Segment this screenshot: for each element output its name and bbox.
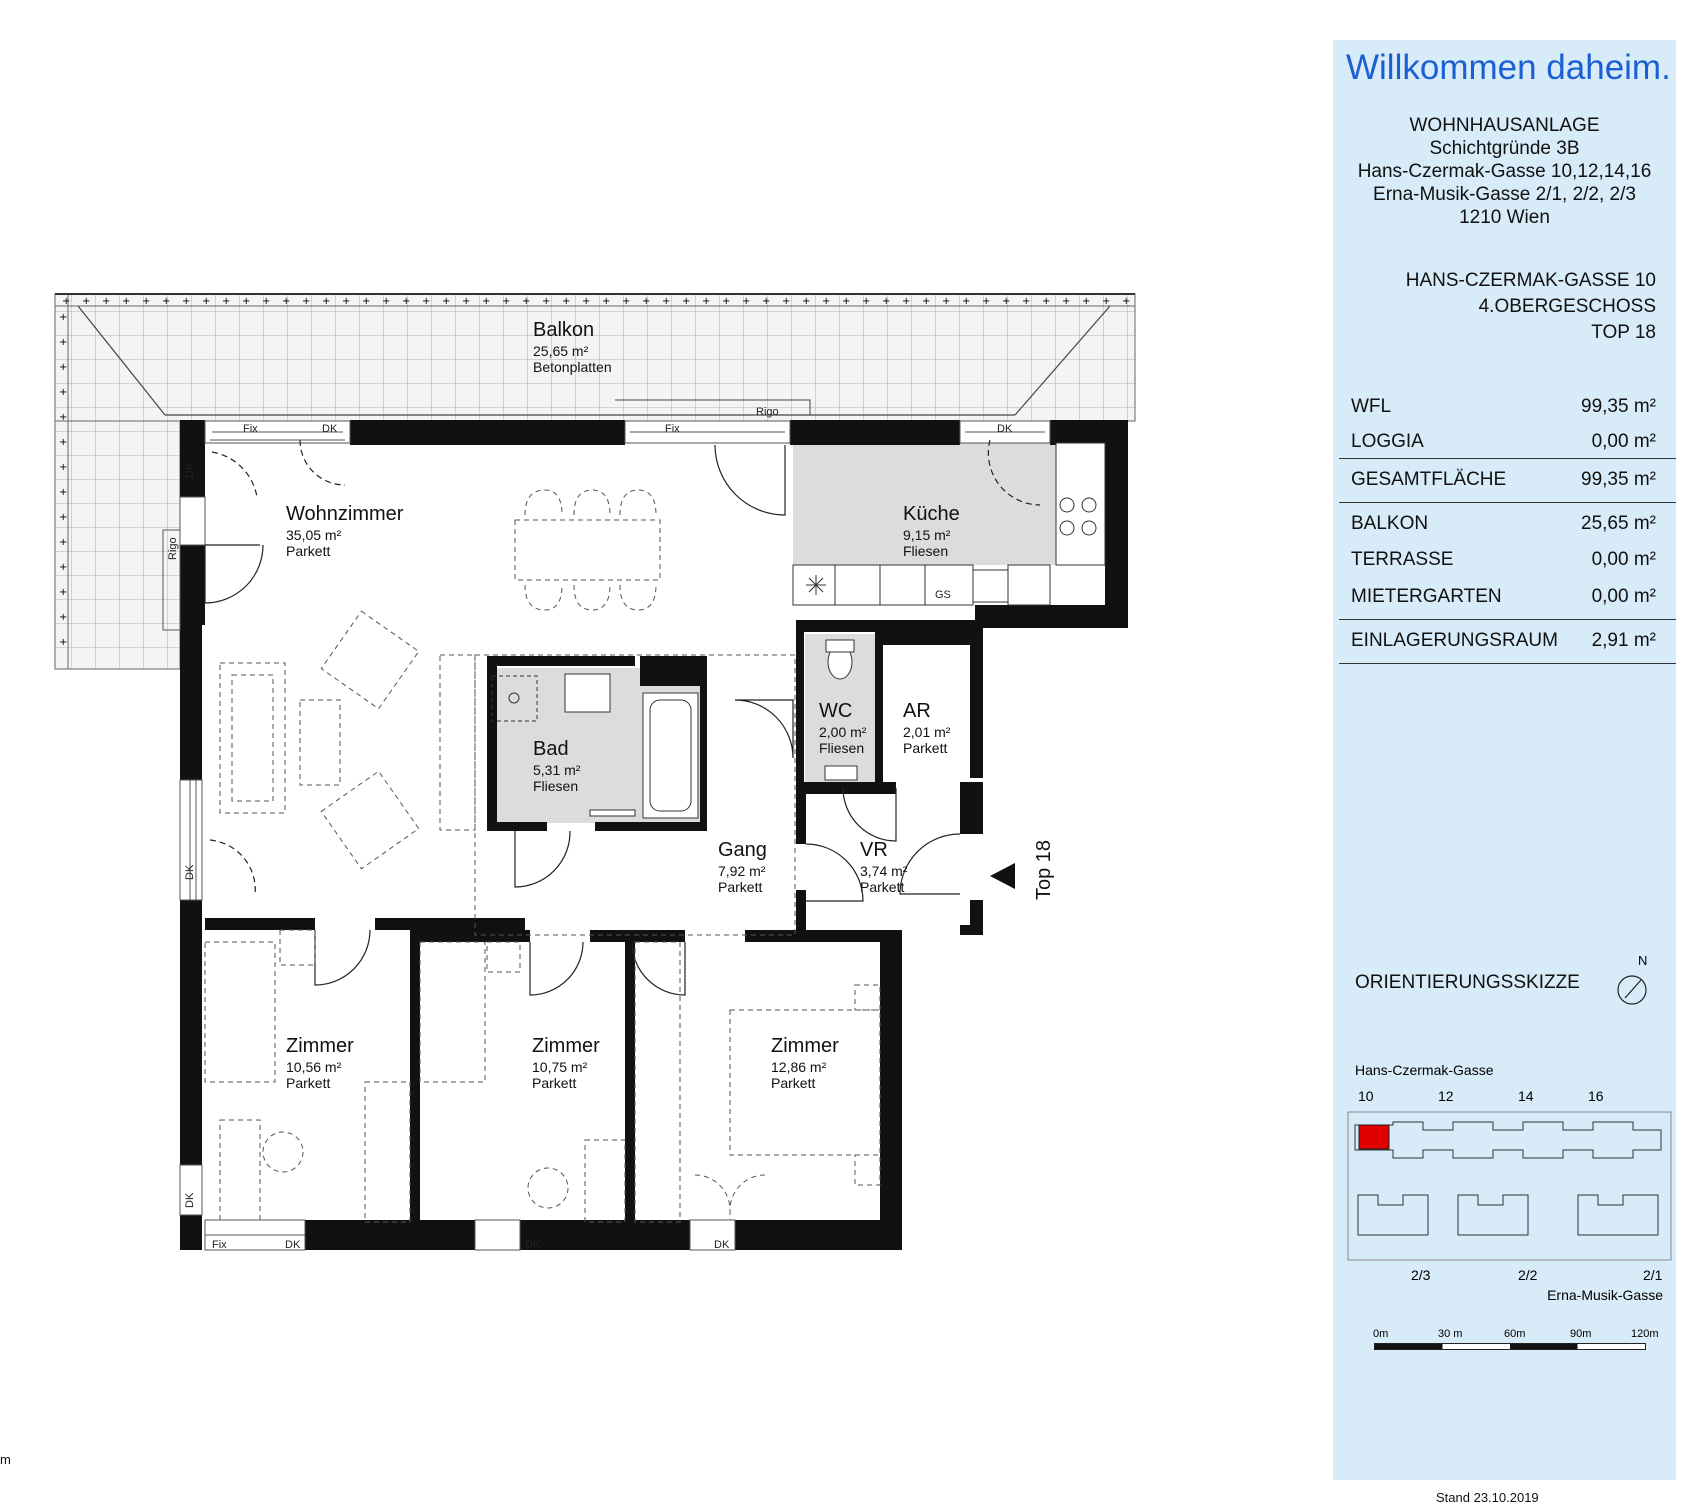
- svg-text:Wohnzimmer: Wohnzimmer: [286, 503, 404, 525]
- railing-plus: +: [1022, 296, 1031, 307]
- railing-plus: +: [942, 296, 951, 307]
- railing-plus: +: [362, 296, 371, 307]
- svg-text:DK: DK: [525, 1239, 541, 1251]
- orientation-title: ORIENTIERUNGSSKIZZE: [1355, 972, 1580, 993]
- svg-text:GS: GS: [935, 589, 951, 601]
- orientation-sketch: [1333, 950, 1676, 1350]
- unit-line: HANS-CZERMAK-GASSE 10: [1405, 270, 1656, 291]
- building-2-3: [1358, 1195, 1428, 1235]
- building-north: [1355, 1122, 1661, 1158]
- railing-plus: +: [1082, 296, 1091, 307]
- scale-bar: [1374, 1343, 1646, 1350]
- area-label: WFL: [1351, 396, 1392, 417]
- svg-text:10,56 m²: 10,56 m²: [286, 1059, 342, 1075]
- railing-plus: +: [882, 296, 891, 307]
- scale-label: 120m: [1631, 1328, 1659, 1340]
- railing-plus: +: [59, 437, 68, 448]
- railing-plus: +: [962, 296, 971, 307]
- svg-text:Fliesen: Fliesen: [819, 740, 865, 756]
- railing-plus: +: [842, 296, 851, 307]
- area-row: [1339, 503, 1676, 541]
- site-outline: [1348, 1112, 1671, 1260]
- area-row: [1339, 459, 1676, 502]
- furniture: [205, 490, 880, 1222]
- railing-plus: +: [562, 296, 571, 307]
- railing-plus: +: [482, 296, 491, 307]
- railing-plus: +: [202, 296, 211, 307]
- svg-text:5,31 m²: 5,31 m²: [533, 762, 581, 778]
- svg-text:7,92 m²: 7,92 m²: [718, 863, 766, 879]
- railing-plus: +: [59, 562, 68, 573]
- svg-text:Fix: Fix: [665, 423, 680, 435]
- railing-plus: +: [102, 296, 111, 307]
- railing-plus: +: [622, 296, 631, 307]
- scale-label: 60m: [1504, 1328, 1526, 1340]
- scale-label: 90m: [1570, 1328, 1592, 1340]
- address-line: Schichtgründe 3B: [1429, 138, 1580, 159]
- unit-block: [1406, 268, 1656, 346]
- railing-plus: +: [522, 296, 531, 307]
- area-value: 0,00 m²: [1591, 586, 1656, 607]
- railing-plus: +: [59, 362, 68, 373]
- railing-plus: +: [502, 296, 511, 307]
- railing-plus: +: [762, 296, 771, 307]
- area-row: [1339, 388, 1676, 423]
- house-number: 10: [1358, 1088, 1374, 1104]
- stand-date: Stand 23.10.2019: [1436, 1490, 1539, 1505]
- railing-plus: +: [282, 296, 291, 307]
- area-row: [1339, 541, 1676, 578]
- railing-plus: +: [822, 296, 831, 307]
- railing-plus: +: [59, 537, 68, 548]
- svg-text:Zimmer: Zimmer: [532, 1035, 600, 1057]
- railing-plus: +: [542, 296, 551, 307]
- svg-text:35,05 m²: 35,05 m²: [286, 527, 342, 543]
- svg-text:10,75 m²: 10,75 m²: [532, 1059, 588, 1075]
- railing-plus: +: [262, 296, 271, 307]
- railing-plus: +: [722, 296, 731, 307]
- room-ar: [903, 700, 951, 756]
- svg-text:3,74 m²: 3,74 m²: [860, 863, 908, 879]
- svg-text:DK: DK: [184, 864, 196, 880]
- house-number: 2/3: [1411, 1267, 1431, 1283]
- railing-plus: +: [862, 296, 871, 307]
- address-line: Hans-Czermak-Gasse 10,12,14,16: [1357, 161, 1652, 182]
- railing-plus: +: [59, 487, 68, 498]
- svg-text:25,65 m²: 25,65 m²: [533, 343, 589, 359]
- room-vr: [860, 839, 908, 895]
- house-number: 2/1: [1643, 1267, 1663, 1283]
- svg-text:Fliesen: Fliesen: [903, 543, 949, 559]
- highlight-top-10: [1359, 1125, 1389, 1149]
- railing-plus: +: [182, 296, 191, 307]
- svg-text:AR: AR: [903, 700, 931, 722]
- address-line: WOHNHAUSANLAGE: [1409, 115, 1600, 136]
- divider: [1339, 663, 1676, 664]
- address-line: Erna-Musik-Gasse 2/1, 2/2, 2/3: [1373, 184, 1636, 205]
- railing-plus: +: [322, 296, 331, 307]
- railing-plus: +: [462, 296, 471, 307]
- svg-text:Küche: Küche: [903, 503, 960, 525]
- street-bottom: Erna-Musik-Gasse: [1547, 1287, 1663, 1303]
- svg-text:DK: DK: [997, 423, 1013, 435]
- svg-text:Parkett: Parkett: [903, 740, 948, 756]
- area-label: LOGGIA: [1351, 431, 1424, 452]
- svg-text:2,00 m²: 2,00 m²: [819, 724, 867, 740]
- svg-text:Rigo: Rigo: [167, 537, 179, 560]
- railing-plus: +: [782, 296, 791, 307]
- railing-plus: +: [59, 637, 68, 648]
- railing-plus: +: [1042, 296, 1051, 307]
- svg-text:Balkon: Balkon: [533, 319, 595, 341]
- area-value: 2,91 m²: [1591, 630, 1656, 651]
- area-value: 99,35 m²: [1581, 396, 1656, 417]
- railing-plus: +: [922, 296, 931, 307]
- house-number: 16: [1588, 1088, 1604, 1104]
- railing-plus: +: [59, 612, 68, 623]
- area-label: EINLAGERUNGSRAUM: [1351, 630, 1558, 651]
- railing-plus: +: [59, 387, 68, 398]
- svg-text:DK: DK: [184, 462, 196, 478]
- svg-text:Fix: Fix: [212, 1239, 227, 1251]
- railing-plus: +: [582, 296, 591, 307]
- svg-text:DK: DK: [322, 423, 338, 435]
- railing-plus: +: [142, 296, 151, 307]
- street-top: Hans-Czermak-Gasse: [1355, 1062, 1494, 1078]
- svg-text:Betonplatten: Betonplatten: [533, 359, 612, 375]
- railing-plus: +: [802, 296, 811, 307]
- svg-text:Rigo: Rigo: [756, 406, 779, 418]
- area-label: MIETERGARTEN: [1351, 586, 1502, 607]
- area-value: 99,35 m²: [1581, 469, 1656, 490]
- area-label: GESAMTFLÄCHE: [1351, 469, 1507, 490]
- address-line: 1210 Wien: [1459, 207, 1550, 228]
- north-label: N: [1638, 953, 1648, 968]
- railing-plus: +: [382, 296, 391, 307]
- svg-text:WC: WC: [819, 700, 853, 722]
- railing-plus: +: [62, 296, 71, 307]
- railing-plus: +: [59, 337, 68, 348]
- unit-line: 4.OBERGESCHOSS: [1478, 296, 1656, 317]
- railing-plus: +: [1002, 296, 1011, 307]
- railing-plus: +: [242, 296, 251, 307]
- svg-text:VR: VR: [860, 839, 888, 861]
- railing-plus: +: [402, 296, 411, 307]
- room-zimmer-3: [771, 1035, 839, 1091]
- svg-text:Bad: Bad: [533, 738, 569, 760]
- railing-plus: +: [122, 296, 131, 307]
- svg-text:9,15 m²: 9,15 m²: [903, 527, 951, 543]
- welcome-title: Willkommen daheim.: [1346, 48, 1671, 87]
- railing-plus: +: [742, 296, 751, 307]
- room-zimmer-1: [286, 1035, 354, 1091]
- room-gang: [718, 839, 767, 895]
- railing-plus: +: [442, 296, 451, 307]
- railing-plus: +: [662, 296, 671, 307]
- room-wohnzimmer: [286, 503, 404, 559]
- railing-plus: +: [82, 296, 91, 307]
- svg-text:DK: DK: [285, 1239, 301, 1251]
- svg-text:Parkett: Parkett: [532, 1075, 577, 1091]
- railing-plus: +: [1102, 296, 1111, 307]
- area-label: TERRASSE: [1351, 549, 1454, 570]
- svg-text:DK: DK: [184, 1192, 196, 1208]
- svg-text:DK: DK: [714, 1239, 730, 1251]
- area-table: [1339, 388, 1676, 664]
- info-panel: [1333, 40, 1676, 1480]
- scale-label: 30 m: [1438, 1328, 1463, 1340]
- railing-plus: +: [342, 296, 351, 307]
- svg-text:Parkett: Parkett: [286, 543, 331, 559]
- entrance-arrow: [990, 863, 1015, 889]
- building-2-1: [1578, 1195, 1658, 1235]
- svg-text:Parkett: Parkett: [860, 879, 905, 895]
- railing-plus: +: [682, 296, 691, 307]
- svg-text:Parkett: Parkett: [718, 879, 763, 895]
- area-value: 0,00 m²: [1591, 549, 1656, 570]
- room-zimmer-2: [532, 1035, 600, 1091]
- svg-text:Fliesen: Fliesen: [533, 778, 579, 794]
- scale-label: 0m: [1373, 1328, 1389, 1340]
- house-number: 14: [1518, 1088, 1534, 1104]
- unit-line: TOP 18: [1591, 322, 1656, 343]
- svg-text:2,01 m²: 2,01 m²: [903, 724, 951, 740]
- area-value: 0,00 m²: [1591, 431, 1656, 452]
- area-row: [1339, 578, 1676, 619]
- railing-plus: +: [302, 296, 311, 307]
- area-row: [1339, 620, 1676, 663]
- railing-plus: +: [59, 312, 68, 323]
- house-number: 12: [1438, 1088, 1454, 1104]
- compass-needle: [1625, 980, 1641, 998]
- railing-plus: +: [162, 296, 171, 307]
- railing-plus: +: [1122, 296, 1131, 307]
- svg-text:12,86 m²: 12,86 m²: [771, 1059, 827, 1075]
- svg-text:Zimmer: Zimmer: [771, 1035, 839, 1057]
- address-block: [1333, 114, 1676, 229]
- railing-plus: +: [222, 296, 231, 307]
- svg-text:Fix: Fix: [243, 423, 258, 435]
- railing-plus: +: [602, 296, 611, 307]
- railing-plus: +: [1062, 296, 1071, 307]
- railing-plus: +: [902, 296, 911, 307]
- railing-plus: +: [59, 412, 68, 423]
- entrance-label: Top 18: [1033, 839, 1055, 900]
- railing-plus: +: [59, 587, 68, 598]
- svg-text:Parkett: Parkett: [771, 1075, 816, 1091]
- edge-text: m: [0, 1452, 11, 1467]
- svg-text:Zimmer: Zimmer: [286, 1035, 354, 1057]
- railing-plus: +: [982, 296, 991, 307]
- svg-text:Gang: Gang: [718, 839, 767, 861]
- railing-plus: +: [702, 296, 711, 307]
- house-number: 2/2: [1518, 1267, 1538, 1283]
- area-label: BALKON: [1351, 513, 1429, 534]
- area-value: 25,65 m²: [1581, 513, 1656, 534]
- building-2-2: [1458, 1195, 1528, 1235]
- railing-plus: +: [422, 296, 431, 307]
- area-row: [1339, 423, 1676, 458]
- svg-text:Parkett: Parkett: [286, 1075, 331, 1091]
- railing-plus: +: [642, 296, 651, 307]
- railing-plus: +: [59, 462, 68, 473]
- railing-plus: +: [59, 512, 68, 523]
